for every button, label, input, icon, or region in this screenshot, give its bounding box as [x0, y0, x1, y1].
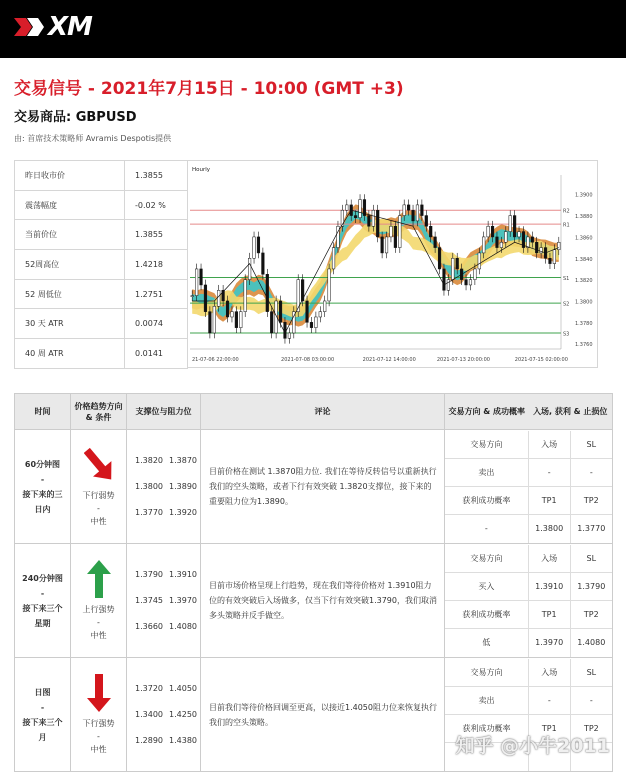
candle-body: [540, 248, 543, 253]
candle-body: [266, 274, 269, 311]
candle-body: [474, 269, 477, 280]
comment-cell: 目前价格在测试 1.3870阻力位. 我们在等待反转信号以重新执行我们的空头策略，或者下行有效突破 1.3820支撑位，接下来的重要阻力位为1.3890。: [201, 430, 445, 544]
stat-row: [15, 161, 188, 191]
watermark: 知乎 @小牛2011: [455, 735, 610, 757]
levels-cell: [127, 430, 201, 544]
candle-body: [209, 312, 212, 333]
direction-value: 入场: [528, 431, 570, 459]
candle-body: [328, 269, 331, 301]
direction-value: 入场: [528, 545, 570, 573]
candle-body: [509, 216, 512, 232]
y-tick-label: 1.3840: [575, 256, 593, 263]
candle-body: [438, 248, 441, 269]
candle-body: [235, 312, 238, 328]
candle-body: [319, 312, 322, 317]
signals-table: [14, 393, 613, 772]
candle-body: [310, 322, 313, 327]
candle-body: [553, 250, 556, 264]
trend-line: 上行强势: [82, 605, 115, 614]
candle-body: [429, 226, 432, 237]
resistance-level: 1.3920: [169, 507, 197, 517]
support-level: 1.3745: [135, 595, 163, 605]
direction-value: TP1: [528, 487, 570, 515]
x-tick-label: 2021-07-13 20:00:00: [436, 357, 490, 363]
level-label: R2: [563, 208, 570, 215]
candle-body: [549, 258, 552, 263]
candle-body: [390, 226, 393, 237]
direction-value: 1.4080: [577, 638, 606, 648]
stat-row: [15, 190, 188, 220]
timeframe-line: -: [40, 702, 45, 712]
resistance-level: 1.3890: [169, 481, 197, 491]
candle-body: [345, 205, 348, 210]
candle-body: [482, 237, 485, 253]
candle-body: [257, 237, 260, 253]
support-level: 1.3820: [135, 455, 163, 465]
candle-body: [535, 242, 538, 253]
candle-body: [288, 333, 291, 338]
stat-value: 1.4218: [125, 250, 188, 280]
support-level: 1.3660: [135, 621, 163, 631]
stat-label: 震荡幅度: [15, 190, 125, 220]
support-level: 1.2890: [135, 735, 163, 745]
direction-value: TP2: [570, 715, 612, 743]
direction-row: [445, 629, 612, 657]
level-pair: [135, 474, 200, 500]
direction-value: 买入: [445, 573, 528, 601]
resistance-level: 1.3910: [169, 569, 197, 579]
direction-value: 1.3770: [577, 524, 606, 534]
trend-cell: [71, 658, 127, 772]
level-pair: [135, 500, 200, 526]
candle-body: [323, 301, 326, 312]
candle-body: [244, 280, 247, 312]
candle-body: [354, 216, 357, 218]
resistance-level: 1.3970: [169, 595, 197, 605]
candle-body: [359, 200, 362, 218]
candle-body: [376, 210, 379, 237]
x-tick-label: 2021-07-08 03:00:00: [281, 357, 335, 363]
direction-cell: [445, 544, 613, 658]
resistance-level: 1.4250: [169, 709, 197, 719]
stat-label: 52周高位: [15, 250, 125, 280]
level-label: S2: [563, 301, 570, 308]
comment-cell: 目前市场价格呈现上行趋势，现在我们等待价格对 1.3910阻力位的有效突破后入场做多，仅当下行有效突破1.3790，我们取消多头策略并反手做空。: [201, 544, 445, 658]
x-tick-label: 21-07-06 22:00:00: [192, 357, 239, 363]
timeframe-line: 240分钟图: [22, 573, 63, 583]
level-pair: [135, 702, 200, 728]
timeframe-line: 接下来三个: [22, 603, 63, 613]
top-bar: [0, 0, 626, 58]
timeframe-line: 日图: [34, 687, 51, 697]
candle-body: [248, 258, 251, 279]
support-level: 1.3790: [135, 569, 163, 579]
trend-line: 中性: [90, 631, 107, 640]
candle-body: [297, 280, 300, 312]
arrow-down-icon: [84, 445, 114, 485]
candle-body: [204, 285, 207, 312]
y-tick-label: 1.3780: [575, 320, 593, 327]
trend-line: 中性: [90, 745, 107, 754]
candle-body: [226, 301, 229, 317]
timeframe-cell: [15, 544, 71, 658]
signal-row: [15, 430, 613, 544]
timeframe-line: -: [40, 588, 45, 598]
candle-body: [456, 258, 459, 269]
level-label: R1: [563, 222, 570, 229]
stat-value: 1.2751: [125, 279, 188, 309]
hourly-chart-svg: [188, 161, 597, 367]
trend-line: -: [97, 618, 100, 627]
direction-value: 交易方向: [445, 545, 528, 573]
comment-cell: 目前我们等待价格回调至更高，以接近1.4050阻力位来恢复执行我们的空头策略。: [201, 658, 445, 772]
y-tick-label: 1.3800: [575, 299, 593, 306]
direction-value: 交易方向: [445, 431, 528, 459]
direction-value: 获利成功概率: [445, 601, 528, 629]
col-header-comment: 评论: [201, 394, 445, 430]
candle-body: [394, 226, 397, 247]
stat-value: 1.3855: [125, 161, 188, 191]
direction-row: [445, 459, 612, 487]
instrument-title: 交易商品: GBPUSD: [14, 110, 137, 125]
direction-value: 1.3970: [528, 629, 570, 657]
trend-cell: [71, 430, 127, 544]
resistance-level: 1.4050: [169, 683, 197, 693]
direction-value: TP1: [528, 715, 570, 743]
trend-cell: [71, 544, 127, 658]
candle-body: [416, 205, 419, 221]
candle-body: [478, 253, 481, 269]
direction-value: TP2: [570, 601, 612, 629]
stat-value: 1.3855: [125, 220, 188, 250]
hourly-chart: [188, 160, 598, 368]
xm-logo-mark-icon: [14, 14, 44, 40]
signal-row: [15, 544, 613, 658]
direction-row: [445, 601, 612, 629]
direction-value: TP1: [528, 601, 570, 629]
trend-line: -: [97, 732, 100, 741]
candle-body: [421, 205, 424, 216]
direction-row: [445, 431, 612, 459]
level-pair: [135, 728, 200, 754]
direction-value: TP2: [570, 487, 612, 515]
trend-line: 下行强势: [82, 719, 115, 728]
candle-body: [372, 210, 375, 226]
direction-value: -: [445, 515, 528, 543]
candle-body: [469, 280, 472, 285]
candle-body: [491, 226, 494, 237]
resistance-level: 1.3870: [169, 455, 197, 465]
timeframe-line: 接下来三个: [22, 717, 63, 727]
support-level: 1.3800: [135, 481, 163, 491]
page-title: 交易信号 - 2021年7月15日 - 10:00 (GMT +3): [14, 79, 404, 99]
candle-body: [332, 248, 335, 269]
y-tick-label: 1.3900: [575, 192, 593, 199]
level-pair: [135, 562, 200, 588]
candle-body: [381, 237, 384, 253]
direction-cell: [445, 430, 613, 544]
candle-body: [398, 216, 401, 248]
direction-value: 1.3910: [528, 573, 570, 601]
y-tick-label: 1.3760: [575, 342, 593, 349]
candle-body: [500, 242, 503, 247]
candle-body: [191, 296, 194, 297]
direction-value: -: [528, 459, 570, 487]
candle-body: [270, 312, 273, 333]
trend-line: 中性: [90, 517, 107, 526]
timeframe-line: 月: [38, 732, 47, 742]
direction-row: [445, 573, 612, 601]
timeframe-line: 接下来的三: [22, 489, 63, 499]
candle-body: [341, 210, 344, 226]
direction-value: SL: [570, 431, 612, 459]
direction-value: -: [528, 687, 570, 715]
candle-body: [518, 232, 521, 237]
candle-body: [195, 269, 198, 296]
stat-row: [15, 309, 188, 339]
candle-body: [315, 317, 318, 328]
direction-value: 获利成功概率: [445, 715, 528, 743]
stat-row: [15, 339, 188, 369]
candle-body: [504, 232, 507, 243]
levels-cell: [127, 544, 201, 658]
timeframe-cell: [15, 658, 71, 772]
level-label: S1: [563, 275, 570, 282]
timeframe-cell: [15, 430, 71, 544]
col-header-levels: 支撑位与阻力位: [127, 394, 201, 430]
author-credit: 由: 首席技术策略师 Avramis Despotis提供: [14, 134, 172, 143]
price-stats-table: [14, 160, 188, 369]
stat-label: 当前价位: [15, 220, 125, 250]
direction-value: SL: [570, 659, 612, 687]
stat-row: [15, 250, 188, 280]
direction-value: SL: [570, 545, 612, 573]
resistance-level: 1.4080: [169, 621, 197, 631]
candle-body: [368, 216, 371, 227]
candle-body: [465, 280, 468, 285]
candle-body: [213, 306, 216, 333]
direction-value: 获利成功概率: [445, 487, 528, 515]
chart-timeframe-label: Hourly: [192, 167, 211, 173]
stat-label: 52 周低位: [15, 279, 125, 309]
candle-body: [253, 237, 256, 258]
candle-body: [451, 258, 454, 279]
y-tick-label: 1.3880: [575, 214, 593, 221]
candle-body: [407, 205, 410, 210]
candle-body: [513, 216, 516, 237]
candle-body: [496, 237, 499, 248]
candle-body: [306, 301, 309, 322]
candle-body: [385, 237, 388, 253]
candle-body: [403, 205, 406, 216]
levels-cell: [127, 658, 201, 772]
stat-label: 昨日收市价: [15, 161, 125, 191]
direction-grid: [445, 545, 612, 657]
stat-row: [15, 220, 188, 250]
support-level: 1.3770: [135, 507, 163, 517]
stat-row: [15, 279, 188, 309]
timeframe-line: 星期: [34, 618, 51, 628]
candle-body: [231, 312, 234, 317]
col-header-direction: [445, 394, 613, 430]
trend-line: -: [97, 504, 100, 513]
candle-body: [337, 226, 340, 247]
candle-body: [284, 322, 287, 338]
direction-value: -: [570, 459, 612, 487]
direction-value: -: [570, 687, 612, 715]
candle-body: [239, 312, 242, 328]
level-pair: [135, 614, 200, 640]
level-pair: [135, 676, 200, 702]
candle-body: [200, 269, 203, 285]
stat-value: 0.0074: [125, 309, 188, 339]
timeframe-line: 60分钟图: [24, 459, 61, 469]
direction-row: [445, 687, 612, 715]
candle-body: [531, 237, 534, 242]
direction-row: [445, 515, 612, 543]
trend-line: 下行弱势: [82, 491, 115, 500]
col-header-entry-label: 入场, 获利 & 止损位: [533, 407, 608, 416]
timeframe-line: 日内: [34, 504, 51, 514]
candle-body: [447, 280, 450, 291]
level-pair: [135, 588, 200, 614]
level-pair: [135, 448, 200, 474]
y-tick-label: 1.3860: [575, 235, 593, 242]
stat-value: 0.0141: [125, 339, 188, 369]
y-tick-label: 1.3820: [575, 278, 593, 285]
timeframe-line: -: [40, 474, 45, 484]
resistance-level: 1.4380: [169, 735, 197, 745]
stat-label: 40 周 ATR: [15, 339, 125, 369]
arrow-down-icon: [84, 673, 114, 713]
support-level: 1.3400: [135, 709, 163, 719]
direction-value: 1.3790: [570, 573, 612, 601]
candle-body: [425, 216, 428, 227]
candle-body: [434, 237, 437, 248]
stat-label: 30 天 ATR: [15, 309, 125, 339]
direction-value: 卖出: [445, 459, 528, 487]
candle-body: [217, 290, 220, 306]
direction-value: 入场: [528, 659, 570, 687]
candle-body: [487, 226, 490, 237]
logo-text: XM: [48, 12, 92, 42]
direction-row: [445, 545, 612, 573]
candle-body: [443, 269, 446, 290]
direction-row: [445, 487, 612, 515]
direction-value: 交易方向: [445, 659, 528, 687]
candle-body: [262, 253, 265, 274]
direction-value: 卖出: [445, 687, 528, 715]
candle-body: [279, 301, 282, 322]
direction-value: 1.3800: [528, 515, 570, 543]
arrow-up-icon: [84, 559, 114, 599]
col-header-time: 时间: [15, 394, 71, 430]
support-level: 1.3720: [135, 683, 163, 693]
xm-logo[interactable]: [14, 12, 92, 42]
candle-body: [412, 210, 415, 221]
col-header-trend: 价格趋势方向 & 条件: [71, 394, 127, 430]
candle-body: [557, 242, 560, 249]
candle-body: [527, 237, 530, 248]
x-tick-label: 2021-07-15 02:00:00: [514, 357, 568, 363]
direction-grid: [445, 431, 612, 543]
col-header-direction-label: 交易方向 & 成功概率: [448, 407, 526, 416]
direction-row: [445, 659, 612, 687]
direction-value: 低: [445, 629, 528, 657]
level-label: S3: [563, 331, 570, 338]
x-tick-label: 2021-07-12 14:00:00: [362, 357, 416, 363]
stat-value: -0.02 %: [125, 190, 188, 220]
